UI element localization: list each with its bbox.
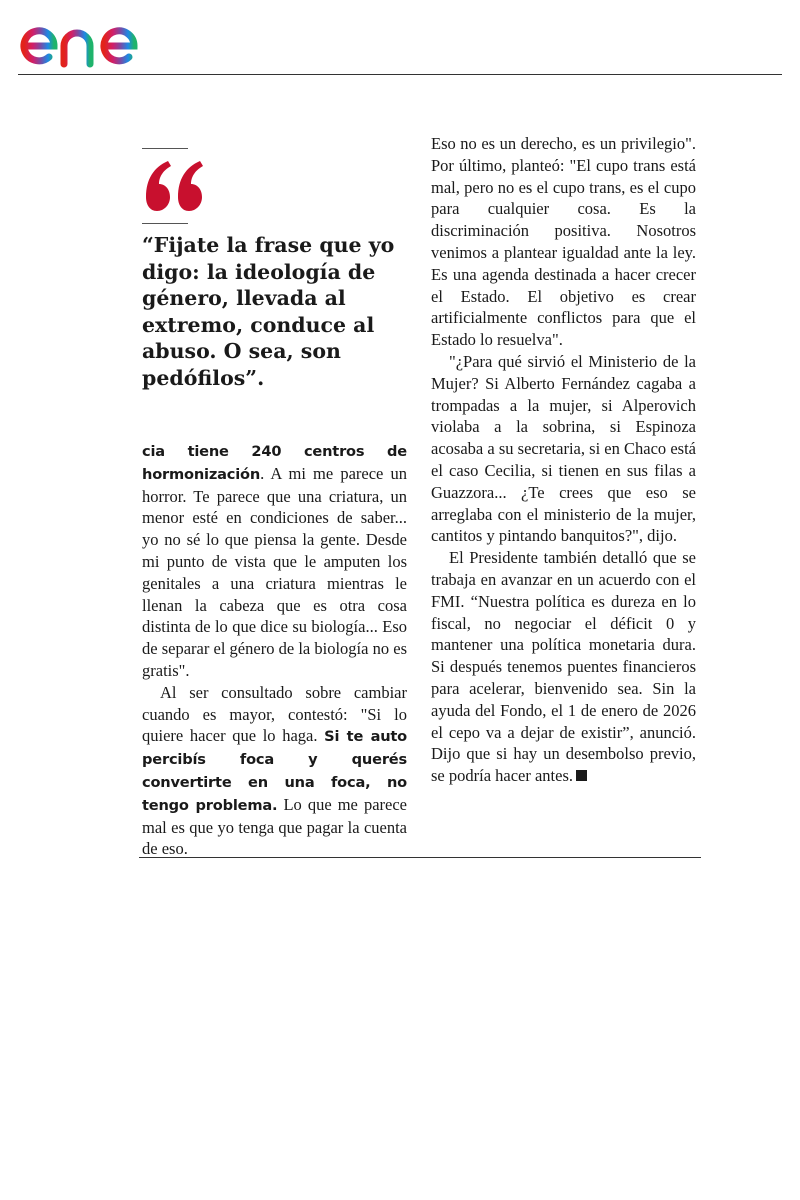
paragraph-text: El Presidente también detalló que se trabaja en avanzar en un acuerdo con el FMI. “Nuestra política es dureza en lo fiscal, no negociar el déficit 0 y mantener una política monetaria dura. Si después tenemos puentes financieros para acelerar, bienvenido sea. Sin la ayuda del Fondo, el 1 de enero de 2026 el cepo va a dejar de existir”, anunció. Dijo que si hay un desembolso previo, se podría hacer antes. (431, 548, 696, 786)
quote-mark-icon (142, 157, 208, 213)
paragraph: "¿Para qué sirvió el Ministerio de la Mujer? Si Alberto Fernández cagaba a trompadas a la mujer, si Alperovich violaba a la sobrina, si Espinoza acosaba a su secretaria, si en Chaco está el caso Cecilia, si tienen en sus filas a Guazzora... ¿Te crees que eso se arreglaba con el ministerio de la mujer, cantitos y pintando banquitos?", dijo. (431, 351, 696, 546)
article-column-left (142, 440, 407, 860)
paragraph (431, 547, 696, 787)
article-bottom-rule (139, 857, 701, 858)
article-column-right (431, 133, 696, 787)
end-of-article-icon (576, 770, 587, 781)
paragraph: Eso no es un derecho, es un privilegio". Por último, planteó: "El cupo trans está mal, pero no es el cupo trans, es el cupo para cualquier cosa. Es la discriminación positiva. Nosotros venimos a plantear igualdad ante la ley. Es una agenda destinada a hacer crecer el Estado. El objetivo es crear artificialmente conflictos para que el Estado lo resuelva". (431, 134, 696, 350)
paragraph (142, 682, 407, 860)
header-divider (18, 74, 782, 75)
pull-quote-top-rule (142, 148, 188, 149)
pull-quote-bottom-rule (142, 223, 188, 224)
pull-quote-text: “Fijate la frase que yo digo: la ideología de género, llevada al extremo, conduce al abuso. O sea, son pedófilos”. (142, 233, 395, 390)
bold-text: cia tiene 240 centros de hormonización (142, 443, 407, 483)
paragraph-text: Al ser consultado sobre cambiar cuando es mayor, contestó: "Si lo quiere hacer que lo haga. (142, 682, 407, 746)
pull-quote (142, 148, 412, 391)
bold-text: Si te auto percibís foca y querés convertirte en una foca, no tengo problema. (142, 728, 408, 814)
page-header (0, 0, 800, 80)
paragraph-text: Lo que me parece mal es que yo tenga que pagar la cuenta de eso. (142, 794, 407, 859)
paragraph (142, 440, 407, 682)
paragraph-text: . A mi me parece un horror. Te parece que una criatura, un menor esté en condiciones de saber... yo no sé lo que piensa la gente. Desde mi punto de vista que le amputen los genitales a una criatura mientras le llenan la cabeza que es otra cosa distinta de lo que dice su biología... Eso de separar el género de la biología no es gratis". (142, 463, 407, 680)
enel-logo (18, 8, 173, 70)
